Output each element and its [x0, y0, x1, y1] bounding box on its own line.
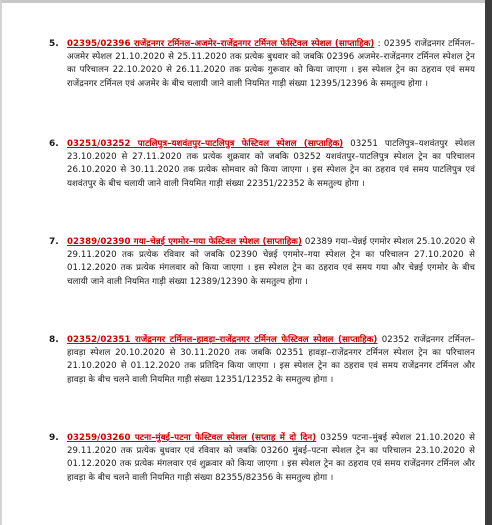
entry-body: 03251 पाटलिपुत्र–यशवंतपुर स्पेशल 23.10.2020 से 27.11.2020 तक प्रत्येक शुक्रवार को जबकि 03252 यशवंतपुर–पाटलिपुत्र स्पेशल ट्रेन का परिचालन 26.10.2020 से 30.11.2020 तक प्रत्येक सोमवार को किया जाएगा । इस स्पेशल ट्रेन का ठहराव एवं समय पाटलिपुत्र एवं यशवंतपुर के बीच चलायी जाने वाली नियमित गाड़ी संख्या 22351/22352 के समतुल्य होगा । — [67, 139, 475, 189]
entry-7 — [49, 236, 476, 289]
entry-number: 9. — [49, 433, 59, 443]
entry-heading: 03259/03260 पटना–मुंबई–पटना फेस्टिवल स्पेशल (सप्ताह में दो दिन) — [67, 433, 317, 443]
entry-heading: 02395/02396 राजेंद्रनगर टर्मिनल–अजमेर–राजेंद्रनगर टर्मिनल फेस्टिवल स्पेशल (साप्ताहिक) — [67, 39, 375, 49]
entry-body: : 02395 राजेंद्रनगर टर्मिनल–अजमेर स्पेशल 21.10.2020 से 25.11.2020 तक प्रत्येक बुधवार को जबकि 02396 अजमेर–राजेंद्रनगर टर्मिनल स्पेशल ट्रेन का परिचालन 22.10.2020 से 26.11.2020 तक प्रत्येक गुरूवार को किया जाएगा । इस स्पेशल ट्रेन का ठहराव एवं समय राजेंद्रनगर टर्मिनल एवं अजमेर के बीच चलायी जाने वाली नियमित गाड़ी संख्या 12395/12396 के समतुल्य होगा । — [67, 39, 475, 89]
entry-9 — [49, 432, 476, 485]
entry-heading: 02389/02390 गया–चेन्नई एगमोर–गया फेस्टिवल स्पेशल (साप्ताहिक) — [67, 237, 302, 247]
entry-heading: 03251/03252 पाटलिपुत्र–यशवंतपुर–पाटलिपुत्र फेस्टिवल स्पेशल (साप्ताहिक) — [67, 139, 344, 149]
entry-number: 5. — [49, 39, 59, 49]
entry-number: 8. — [49, 335, 59, 345]
entry-6 — [49, 138, 475, 191]
entry-body: 02389 गया–चेन्नई एगमोर स्पेशल 25.10.2020 से 29.11.2020 तक प्रत्येक रविवार को जबकि 02390 चेन्नई एगमोर–गया स्पेशल ट्रेन का परिचालन 27.10.2020 से 01.12.2020 तक प्रत्येक मंगलवार को किया जाएगा । इस स्पेशल ट्रेन का ठहराव एवं समय गया और चेन्नई एगमोर के बीच चलायी जाने वाली नियमित गाड़ी संख्या 12389/12390 के समतुल्य होगा । — [67, 237, 476, 287]
entry-number: 6. — [49, 139, 59, 149]
entry-body: 03259 पटना–मुंबई स्पेशल 21.10.2020 से 29.11.2020 तक प्रत्येक बुधवार एवं रविवार को जबकि 03260 मुंबई–पटना स्पेशल ट्रेन का परिचालन 23.10.2020 से 01.12.2020 तक प्रत्येक मंगलवार एवं शुक्रवार को किया जाएगा । इस स्पेशल ट्रेन का ठहराव एवं समय राजेंद्रनगर टर्मिनल और हावड़ा के बीच चलने वाली नियमित गाड़ी संख्या 82355/82356 के समतुल्य होगा । — [67, 433, 476, 483]
entry-5 — [49, 38, 475, 91]
entry-8 — [49, 334, 475, 387]
entry-body: 02352 राजेंद्रनगर टर्मिनल–हावड़ा स्पेशल 20.10.2020 से 30.11.2020 तक जबकि 02351 हावड़ा–राजेंद्रनगर टर्मिनल स्पेशल ट्रेन का परिचालन 21.10.2020 से 01.12.2020 तक प्रतिदिन किया जाएगा । इस स्पेशल ट्रेन का ठहराव एवं समय राजेंद्रनगर टर्मिनल और हावड़ा के बीच चलने वाली नियमित गाड़ी संख्या 12351/12352 के समतुल्य होगा । — [67, 335, 475, 385]
entry-number: 7. — [49, 237, 59, 247]
entry-heading: 02352/02351 राजेंद्रनगर टर्मिनल–हावड़ा–राजेंद्रनगर टर्मिनल फेस्टिवल स्पेशल (साप्ताहिक) — [67, 335, 378, 345]
window-edge-bar — [485, 0, 492, 525]
